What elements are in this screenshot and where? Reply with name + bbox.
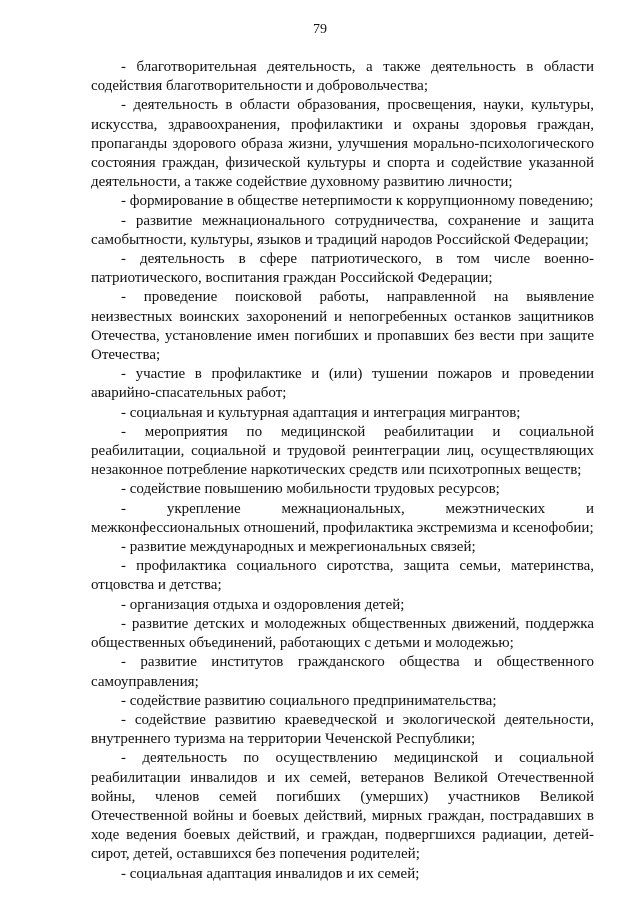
list-item: - развитие межнационального сотрудничества, сохранение и защита самобытности, культуры, языков и традиций народов Российской Федерации; xyxy=(91,212,594,248)
list-item: - благотворительная деятельность, а также деятельность в области содействия благотворительности и добровольчества; xyxy=(91,59,594,95)
list-item: - деятельность по осуществлению медицинской и социальной реабилитации инвалидов и их семей, ветеранов Великой Отечественной войны, членов семей погибших (умерших) участников Великой Отечественной войны и боевых действий, мирных граждан, пострадавших в ходе ведения боевых действий, и граждан, подвергшихся радиации, детей-сирот, детей, оставшихся без попечения родителей; xyxy=(91,750,594,863)
list-item: - профилактика социального сиротства, защита семьи, материнства, отцовства и детства; xyxy=(91,558,594,594)
list-item: - организация отдыха и оздоровления детей; xyxy=(121,596,405,613)
list-item: - содействие развитию социального предпринимательства; xyxy=(121,692,497,709)
list-item: - развитие детских и молодежных общественных движений, поддержка общественных объединений, работающих с детьми и молодежью; xyxy=(91,615,594,652)
document-body xyxy=(91,58,594,884)
list-item: - формирование в обществе нетерпимости к коррупционному поведению; xyxy=(121,193,594,210)
page-number: 79 xyxy=(313,22,327,37)
list-item: - проведение поисковой работы, направленной на выявление неизвестных воинских захоронений и непогребенных останков защитников Отечества, установление имен погибших и пропавших без вести при защите Отечества; xyxy=(91,289,594,364)
list-item: - деятельность в области образования, просвещения, науки, культуры, искусства, здравоохранения, профилактики и охраны здоровья граждан, пропаганды здорового образа жизни, улучшения морально-психологического состояния граждан, физической культуры и спорта и содействие указанной деятельности, а также содействие духовному развитию личности; xyxy=(91,97,594,191)
list-item: - деятельность в сфере патриотического, в том числе военно-патриотического, воспитания граждан Российской Федерации; xyxy=(91,251,594,287)
list-item: - социальная адаптация инвалидов и их семей; xyxy=(121,865,420,882)
list-item: - содействие повышению мобильности трудовых ресурсов; xyxy=(121,481,500,498)
list-item: - содействие развитию краеведческой и экологической деятельности, внутреннего туризма на территории Чеченской Республики; xyxy=(91,711,594,748)
list-item: - развитие международных и межрегиональных связей; xyxy=(121,539,476,556)
list-item: - мероприятия по медицинской реабилитации и социальной реабилитации, социальной и трудовой реинтеграции лиц, осуществляющих незаконное потребление наркотических средств или психотропных веществ; xyxy=(91,423,594,479)
list-item: - развитие институтов гражданского общества и общественного самоуправления; xyxy=(91,654,594,690)
list-item: - участие в профилактике и (или) тушении пожаров и проведении аварийно-спасательных работ; xyxy=(91,366,594,402)
list-item: - укрепление межнациональных, межэтнических и межконфессиональных отношений, профилактика экстремизма и ксенофобии; xyxy=(91,500,594,536)
list-item: - социальная и культурная адаптация и интеграция мигрантов; xyxy=(121,404,521,421)
